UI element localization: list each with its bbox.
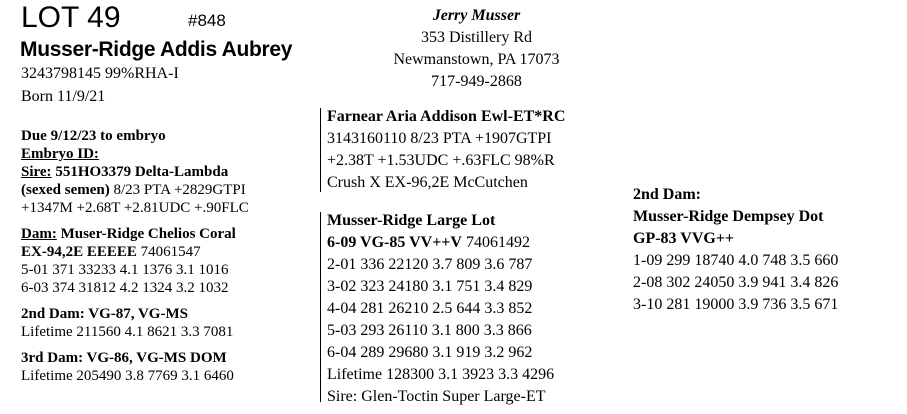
lot-code: #848 xyxy=(188,11,226,30)
lot-title: LOT 49 xyxy=(21,1,121,34)
second-dam-name xyxy=(633,206,838,228)
embryo-dam-score: EX-94,2E EEEEE xyxy=(21,244,137,260)
embryo-id-label xyxy=(21,145,249,163)
embryo-sire-line xyxy=(21,163,249,181)
embryo-dam-name: Muser-Ridge Chelios Coral xyxy=(56,226,236,242)
left-third-dam-label: 3rd Dam: VG-86, VG-MS DOM xyxy=(21,350,227,366)
second-dam-class-text: GP-83 VVG++ xyxy=(633,230,735,247)
dam-record: 4-04 281 26210 2.5 644 3.3 852 xyxy=(327,300,533,317)
dam-name xyxy=(327,210,554,232)
birth-date: Born 11/9/21 xyxy=(21,88,106,105)
embryo-sire-gtpi: 8/23 PTA +2829GTPI xyxy=(109,182,246,198)
second-dam-record: 1-09 299 18740 4.0 748 3.5 660 xyxy=(633,252,839,269)
dam-name-text: Musser-Ridge Large Lot xyxy=(327,212,496,229)
embryo-id-text: Embryo ID: xyxy=(21,146,99,162)
sire-name-text: Farnear Aria Addison Ewl-ET*RC xyxy=(327,108,566,125)
left-second-dam-lifetime: Lifetime 211560 4.1 8621 3.3 7081 xyxy=(21,324,234,340)
embryo-dam-reg: 74061547 xyxy=(136,244,201,260)
dam-lifetime: Lifetime 128300 3.1 3923 3.3 4296 xyxy=(327,366,555,383)
second-dam-block xyxy=(633,184,838,316)
sexed-semen-text: (sexed semen) xyxy=(21,182,110,198)
embryo-dam-label: Dam: xyxy=(21,226,57,242)
embryo-dam-class xyxy=(21,243,249,261)
second-dam-name-text: Musser-Ridge Dempsey Dot xyxy=(633,208,824,225)
embryo-dam-record: 5-01 371 33233 4.1 1376 3.1 1016 xyxy=(21,262,229,278)
due-text: Due 9/12/23 to embryo xyxy=(21,128,166,144)
embryo-dam-line xyxy=(21,225,249,243)
dam-record: 3-02 323 24180 3.1 751 3.4 829 xyxy=(327,278,533,295)
sire-traits-line: +2.38T +1.53UDC +.63FLC 98%R xyxy=(327,152,555,169)
dam-block xyxy=(327,210,554,408)
embryo-sire-proof xyxy=(21,181,249,199)
dam-class-line xyxy=(327,232,554,254)
pedigree-left-column xyxy=(21,127,249,385)
pedigree-bracket-sire xyxy=(320,108,321,192)
dam-reg-number: 74061492 xyxy=(461,234,530,251)
dam-class-score: 6-09 VG-85 VV++V xyxy=(327,234,462,251)
second-dam-heading-text: 2nd Dam: xyxy=(633,186,702,203)
embryo-sire-name: 551HO3379 Delta-Lambda xyxy=(51,164,229,180)
embryo-sire-traits: +1347M +2.68T +2.81UDC +.90FLC xyxy=(21,200,249,216)
embryo-sire-label: Sire: xyxy=(21,164,52,180)
second-dam-record: 2-08 302 24050 3.9 941 3.4 826 xyxy=(633,274,839,291)
dam-sire: Sire: Glen-Toctin Super Large-ET xyxy=(327,388,546,405)
sire-proof-line: 3143160110 8/23 PTA +1907GTPI xyxy=(327,130,552,147)
second-dam-record: 3-10 281 19000 3.9 736 3.5 671 xyxy=(633,296,839,313)
sire-pedigree-line: Crush X EX-96,2E McCutchen xyxy=(327,174,528,191)
left-second-dam-label: 2nd Dam: VG-87, VG-MS xyxy=(21,306,188,322)
sire-name xyxy=(327,106,565,128)
consignor-phone: 717-949-2868 xyxy=(431,73,522,90)
embryo-dam-record: 6-03 374 31812 4.2 1324 3.2 1032 xyxy=(21,280,229,296)
pedigree-bracket-dam xyxy=(320,212,321,402)
second-dam-class xyxy=(633,228,838,250)
left-third-dam-lifetime: Lifetime 205490 3.8 7769 3.1 6460 xyxy=(21,368,234,384)
sire-block xyxy=(327,106,565,194)
left-second-dam xyxy=(21,305,249,323)
consignor-address: 353 Distillery Rd xyxy=(420,29,533,46)
due-date xyxy=(21,127,249,145)
left-third-dam xyxy=(21,349,249,367)
dam-record: 6-04 289 29680 3.1 919 3.2 962 xyxy=(327,344,533,361)
consignor-block xyxy=(360,5,593,93)
dam-record: 5-03 293 26110 3.1 800 3.3 866 xyxy=(327,322,532,339)
consignor-name: Jerry Musser xyxy=(432,7,521,24)
consignor-city: Newmanstown, PA 17073 xyxy=(393,51,560,68)
dam-record: 2-01 336 22120 3.7 809 3.6 787 xyxy=(327,256,533,273)
second-dam-heading xyxy=(633,184,838,206)
registration-line: 3243798145 99%RHA-I xyxy=(21,65,179,82)
animal-name: Musser-Ridge Addis Aubrey xyxy=(20,38,293,61)
